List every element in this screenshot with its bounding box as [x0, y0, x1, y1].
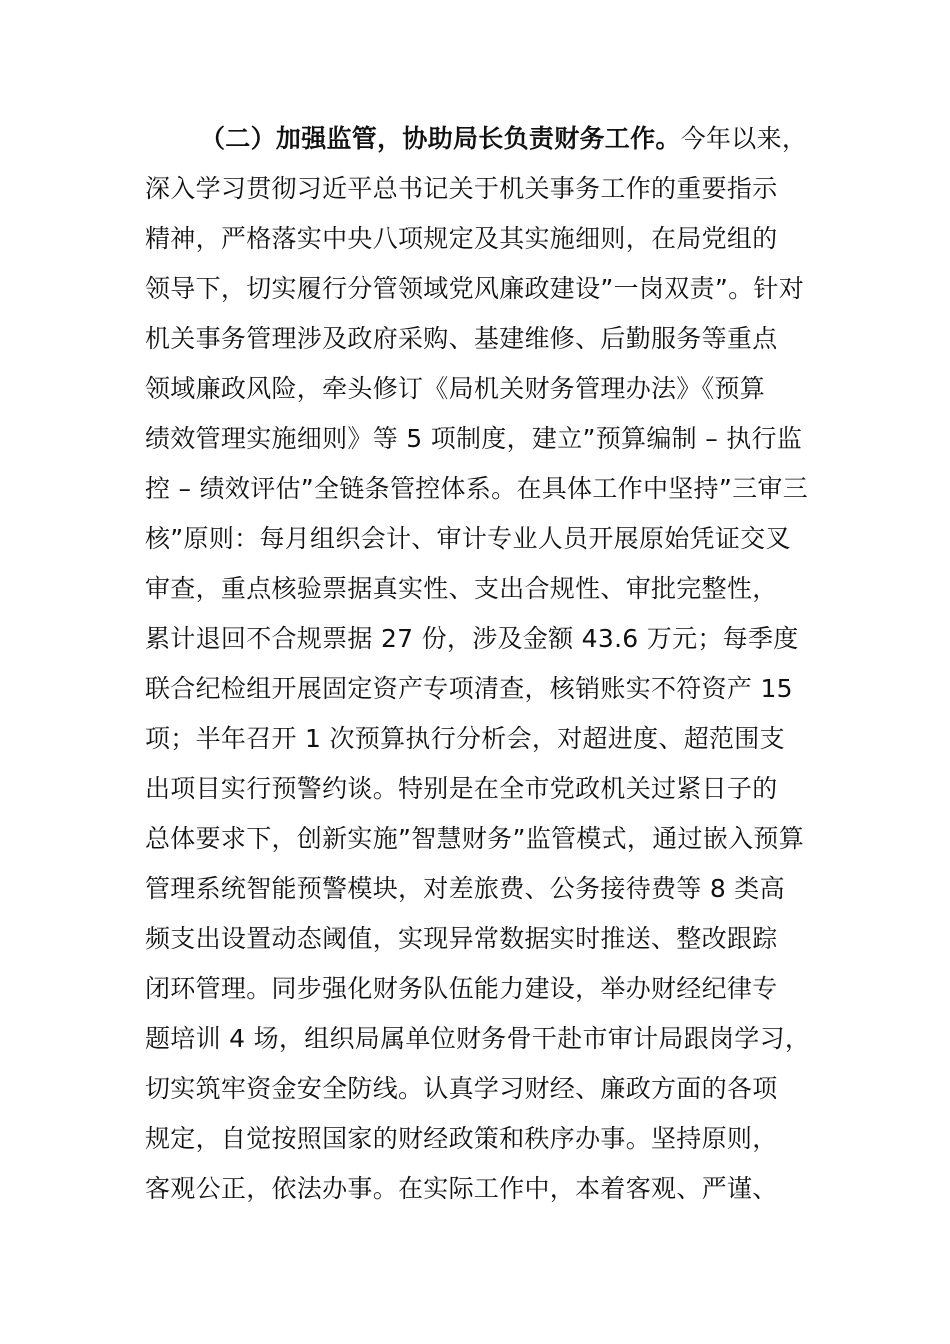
paragraph-line: 精神，严格落实中央八项规定及其实施细则，在局党组的 — [145, 224, 778, 253]
paragraph-line: 审查，重点核验票据真实性、支出合规性、审批完整性， — [145, 574, 778, 603]
paragraph-line: 领导下，切实履行分管领域党风廉政建设”一岗双责”。针对 — [145, 274, 805, 303]
paragraph-line: 客观公正，依法办事。在实际工作中，本着客观、严谨、 — [145, 1174, 778, 1203]
paragraph-line: 总体要求下，创新实施”智慧财务”监管模式，通过嵌入预算 — [145, 824, 805, 853]
paragraph-line: 机关事务管理涉及政府采购、基建维修、后勤服务等重点 — [145, 324, 778, 353]
paragraph-line: 管理系统智能预警模块，对差旅费、公务接待费等 8 类高 — [145, 874, 785, 903]
paragraph-line: 闭环管理。同步强化财务队伍能力建设，举办财经纪律专 — [145, 974, 778, 1003]
paragraph-line: 出项目实行预警约谈。特别是在全市党政机关过紧日子的 — [145, 774, 778, 803]
paragraph-line: 题培训 4 场，组织局属单位财务骨干赴市审计局跟岗学习， — [145, 1024, 811, 1053]
paragraph-text: 今年以来， — [680, 124, 808, 153]
paragraph-line: 核”原则：每月组织会计、审计专业人员开展原始凭证交叉 — [145, 524, 791, 553]
paragraph-line: 累计退回不合规票据 27 份，涉及金额 43.6 万元；每季度 — [145, 624, 799, 653]
paragraph-line: 切实筑牢资金安全防线。认真学习财经、廉政方面的各项 — [145, 1074, 778, 1103]
paragraph-line: 项；半年召开 1 次预算执行分析会，对超进度、超范围支 — [145, 724, 785, 753]
paragraph-line: 深入学习贯彻习近平总书记关于机关事务工作的重要指示 — [145, 174, 778, 203]
paragraph-line: 绩效管理实施细则》等 5 项制度，建立”预算编制 – 执行监 — [145, 424, 803, 453]
paragraph-line: 联合纪检组开展固定资产专项清查，核销账实不符资产 15 — [145, 674, 793, 703]
section-heading: （二）加强监管，协助局长负责财务工作。 — [200, 124, 681, 153]
paragraph-line: 规定，自觉按照国家的财经政策和秩序办事。坚持原则， — [145, 1124, 778, 1153]
paragraph-line: 频支出设置动态阈值，实现异常数据实时推送、整改跟踪 — [145, 924, 778, 953]
paragraph-line: 控 – 绩效评估”全链条管控体系。在具体工作中坚持”三审三 — [145, 474, 808, 503]
paragraph-line-1 — [200, 124, 807, 154]
paragraph-line: 领域廉政风险，牵头修订《局机关财务管理办法》《预算 — [145, 374, 766, 403]
